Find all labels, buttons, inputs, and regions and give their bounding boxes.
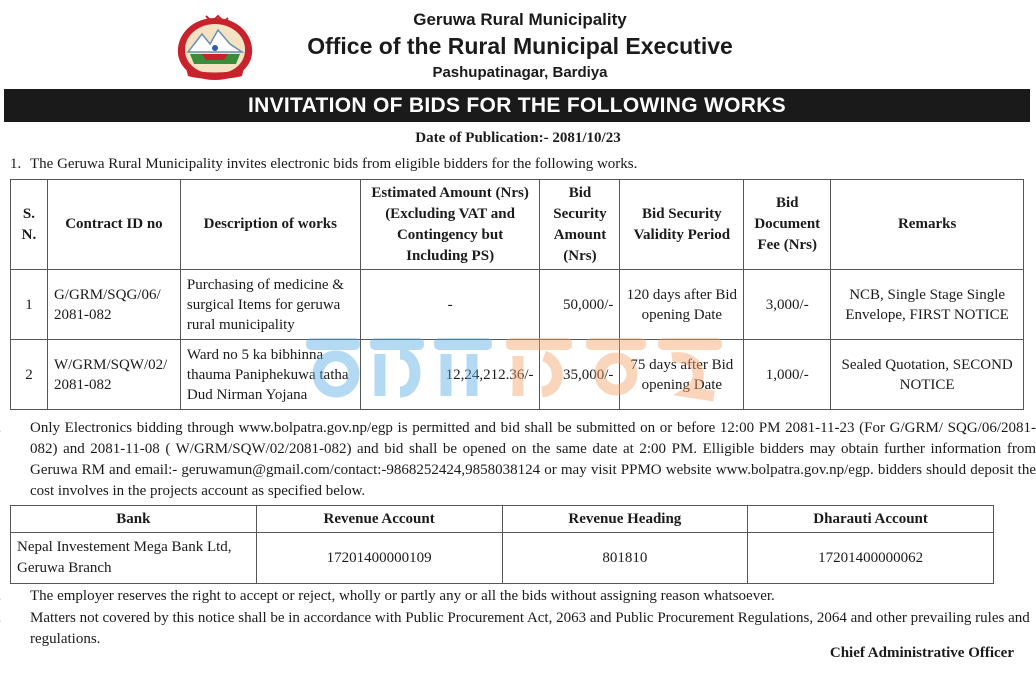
paragraph-4-text: Matters not covered by this notice shall be in accordance with Public Procurement Act, 2063 and Public Procurement Regulations, 2064 and other prevailing rules and regulations.: [30, 610, 1030, 647]
paragraph-1-number: 1.: [10, 156, 22, 172]
row-sn: 2: [11, 340, 48, 410]
revenue-account-number: 17201400000109: [256, 533, 502, 584]
row-bid-security: 35,000/-: [540, 340, 620, 410]
row-contract-id: W/GRM/SQW/02/ 2081-082: [47, 340, 180, 410]
header-bid-security-amount: Bid Security Amount (Nrs): [540, 180, 620, 270]
bank-table-header: [11, 506, 994, 533]
paragraph-3-number: [10, 586, 30, 607]
row-remarks: NCB, Single Stage Single Envelope, FIRST NOTICE: [831, 270, 1024, 340]
header-contract-id: Contract ID no: [47, 180, 180, 270]
paragraph-1: [10, 154, 1016, 175]
revenue-heading-number: 801810: [502, 533, 748, 584]
row-description: Ward no 5 ka bibhinna thauma Paniphekuwa tatha Dud Nirman Yojana: [180, 340, 360, 410]
header-document-fee: Bid Document Fee (Nrs): [744, 180, 831, 270]
row-estimated-amount: -: [360, 270, 540, 340]
header-revenue-account: Revenue Account: [256, 506, 502, 533]
row-bid-security: 50,000/-: [540, 270, 620, 340]
paragraph-2-number: [10, 418, 30, 439]
works-table: [10, 179, 1024, 410]
row-document-fee: 3,000/-: [744, 270, 831, 340]
office-address: Pashupatinagar, Bardiya: [432, 64, 608, 81]
notice-banner: INVITATION OF BIDS FOR THE FOLLOWING WORKS: [4, 89, 1030, 122]
municipality-name: Geruwa Rural Municipality: [413, 10, 627, 29]
header-revenue-heading: Revenue Heading: [502, 506, 748, 533]
table-row: [11, 340, 1024, 410]
header-dharauti-account: Dharauti Account: [748, 506, 994, 533]
row-description: Purchasing of medicine & surgical Items for geruwa rural municipality: [180, 270, 360, 340]
paragraph-2: [10, 418, 1036, 502]
row-sn: 1: [11, 270, 48, 340]
signatory-title: Chief Administrative Officer: [829, 645, 1014, 661]
row-document-fee: 1,000/-: [744, 340, 831, 410]
header-estimated-amount: Estimated Amount (Nrs) (Excluding VAT and Contingency but Including PS): [360, 180, 540, 270]
row-remarks: Sealed Quotation, SECOND NOTICE: [831, 340, 1024, 410]
paragraph-1-text: The Geruwa Rural Municipality invites electronic bids from eligible bidders for the following works.: [30, 156, 638, 172]
paragraph-4-number: [10, 608, 30, 629]
paragraph-3-text: The employer reserves the right to accept or reject, wholly or partly any or all the bids without assigning reason whatsoever.: [30, 588, 775, 604]
header-sn: S. N.: [11, 180, 48, 270]
row-contract-id: G/GRM/SQG/06/ 2081-082: [47, 270, 180, 340]
bank-name: Nepal Investement Mega Bank Ltd, Geruwa Branch: [11, 533, 257, 584]
row-validity: 120 days after Bid opening Date: [620, 270, 744, 340]
publication-date: Date of Publication:- 2081/10/23: [415, 130, 621, 146]
works-table-header: [11, 180, 1024, 270]
header-description: Description of works: [180, 180, 360, 270]
paragraph-3: [10, 586, 1036, 607]
header-remarks: Remarks: [831, 180, 1024, 270]
row-estimated-amount: 12,24,212.36/-: [360, 340, 540, 410]
paragraph-4: [10, 608, 1036, 650]
bank-table: [10, 505, 994, 584]
header-validity-period: Bid Security Validity Period: [620, 180, 744, 270]
paragraph-2-text: Only Electronics bidding through www.bolpatra.gov.np/egp is permitted and bid shall be submitted on or before 12:00 PM 2081-11-23 (For G/GRM/ SQG/06/2081-082) and 2081-11-08 ( W/GRM/SQW/02/2081-082) and bid shall be opened on the same date at 2:00 PM. Elligible bidders may obtain further information from Geruwa RM and email:- geruwamun@gmail.com/contact:-9868252424,9858038124 or may visit PPMO website www.bolpatra.gov.np/egp. bidders should deposit the cost involves in the projects account as specified below.: [30, 420, 1036, 499]
header-bank: Bank: [11, 506, 257, 533]
row-validity: 75 days after Bid opening Date: [620, 340, 744, 410]
dharauti-account-number: 17201400000062: [748, 533, 994, 584]
table-row: [11, 270, 1024, 340]
table-row: [11, 533, 994, 584]
office-title: Office of the Rural Municipal Executive: [307, 33, 733, 59]
